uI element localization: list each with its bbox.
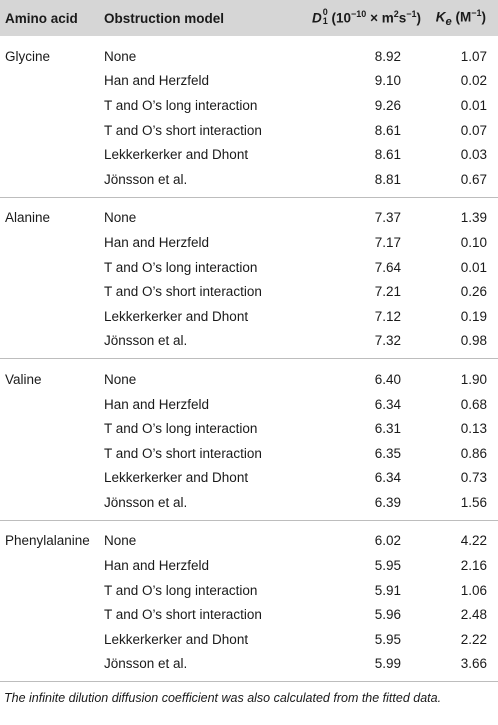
d-symbol: D — [312, 10, 322, 26]
ke-cell: 0.98 — [460, 333, 487, 349]
ke-cell: 2.16 — [460, 558, 487, 574]
diffusion-cell: 7.21 — [374, 284, 401, 300]
table-row — [0, 279, 498, 304]
amino-acid-cell — [0, 230, 102, 255]
ke-cell: 2.22 — [460, 631, 487, 647]
table-row — [0, 441, 498, 466]
ke-cell: 4.22 — [420, 520, 498, 553]
model-cell: T and O’s short interaction — [104, 284, 262, 300]
k-symbol: K — [435, 9, 446, 25]
amino-acid-cell: Phenylalanine — [0, 520, 102, 553]
model-cell: Jönsson et al. — [104, 333, 188, 349]
model-cell: Han and Herzfeld — [104, 73, 210, 89]
table-row — [0, 304, 498, 329]
header-row — [0, 0, 498, 36]
diffusion-cell: 8.92 — [374, 48, 401, 64]
diffusion-cell: 5.99 — [374, 656, 401, 672]
model-cell: Jönsson et al. — [104, 494, 188, 510]
amino-acid-cell — [0, 652, 102, 682]
model-cell: Jönsson et al. — [104, 656, 188, 672]
table-row — [0, 490, 498, 520]
model-cell: None — [102, 359, 312, 392]
amino-acid-cell — [0, 142, 102, 167]
diffusion-cell: 9.26 — [374, 97, 401, 113]
amino-acid-cell: Valine — [0, 359, 102, 392]
table-row — [0, 230, 498, 255]
table-row — [0, 167, 498, 197]
diffusion-cell: 7.12 — [374, 308, 401, 324]
ke-cell: 0.10 — [460, 234, 487, 250]
table-row — [0, 553, 498, 578]
model-cell: Han and Herzfeld — [104, 234, 210, 250]
k-units-exp: −1 — [471, 7, 482, 18]
col-header-obstruction-model: Obstruction model — [102, 0, 312, 36]
model-cell: Lekkerkerker and Dhont — [104, 631, 249, 647]
k-sub: e — [445, 16, 452, 29]
amino-acid-cell — [0, 490, 102, 520]
diffusion-cell: 6.34 — [374, 396, 401, 412]
diffusion-cell: 7.64 — [374, 259, 401, 275]
table-body — [0, 36, 498, 681]
diffusion-cell: 5.96 — [374, 607, 401, 623]
diffusion-cell: 8.81 — [374, 171, 401, 187]
ke-cell: 0.02 — [460, 73, 487, 89]
ke-cell: 0.01 — [460, 97, 487, 113]
amino-acid-cell — [0, 627, 102, 652]
diffusion-cell: 7.17 — [374, 234, 401, 250]
ke-cell: 1.90 — [420, 359, 498, 392]
amino-acid-cell — [0, 69, 102, 94]
ke-cell: 0.19 — [460, 308, 487, 324]
model-cell: T and O’s long interaction — [104, 259, 258, 275]
model-cell: T and O’s long interaction — [104, 421, 258, 437]
k-units-pre: (M — [451, 9, 472, 25]
amino-acid-cell: Alanine — [0, 197, 102, 230]
amino-acid-cell: Glycine — [5, 48, 51, 64]
col-header-amino-acid: Amino acid — [0, 0, 102, 36]
model-cell: T and O’s long interaction — [104, 97, 258, 113]
table-header — [0, 0, 498, 36]
amino-acid-cell — [0, 304, 102, 329]
ke-cell: 2.48 — [460, 607, 487, 623]
model-cell: T and O’s short interaction — [104, 607, 262, 623]
diffusion-cell: 8.61 — [374, 147, 401, 163]
diffusion-cell: 6.31 — [374, 421, 401, 437]
ke-cell: 3.66 — [460, 656, 487, 672]
diffusion-cell: 6.40 — [312, 359, 420, 392]
table-row — [0, 392, 498, 417]
table-footnote: The infinite dilution diffusion coefficient was also calculated from the fitted data. — [4, 691, 442, 706]
diffusion-cell: 7.32 — [374, 333, 401, 349]
table-row — [0, 197, 498, 230]
amino-acid-cell — [0, 279, 102, 304]
k-units-post: ) — [481, 9, 486, 25]
d-sup-sub — [323, 8, 328, 26]
ke-cell: 0.07 — [460, 122, 487, 138]
amino-acid-cell — [0, 441, 102, 466]
table-row — [0, 142, 498, 167]
diffusion-cell: 6.39 — [374, 494, 401, 510]
diffusion-cell: 8.61 — [374, 122, 401, 138]
table-row — [0, 359, 498, 392]
ke-cell: 0.86 — [460, 445, 487, 461]
col-header-diffusion-coefficient — [312, 0, 420, 36]
model-cell: Han and Herzfeld — [104, 558, 210, 574]
model-cell: None — [102, 197, 312, 230]
table-row — [0, 652, 498, 682]
model-cell: T and O’s short interaction — [104, 122, 262, 138]
amino-acid-cell — [0, 329, 102, 359]
amino-acid-cell — [0, 167, 102, 197]
table-row — [0, 93, 498, 118]
amino-acid-cell — [0, 392, 102, 417]
amino-acid-cell — [0, 466, 102, 491]
model-cell: Lekkerkerker and Dhont — [104, 147, 249, 163]
d-units-sq: 2 — [393, 8, 399, 19]
diffusion-cell: 9.10 — [374, 73, 401, 89]
ke-cell: 0.67 — [460, 171, 487, 187]
col-header-ke — [420, 0, 498, 36]
d-sup: 0 — [322, 7, 328, 18]
amino-acid-cell — [0, 93, 102, 118]
d-units-pre: (10 — [331, 10, 352, 26]
model-cell: Lekkerkerker and Dhont — [104, 308, 249, 324]
table-row — [0, 416, 498, 441]
ke-cell: 0.73 — [460, 470, 487, 486]
d-units-exp2: −1 — [406, 8, 417, 19]
diffusion-cell: 5.95 — [374, 558, 401, 574]
amino-acid-cell — [0, 416, 102, 441]
table-row — [0, 602, 498, 627]
model-cell: Han and Herzfeld — [104, 396, 210, 412]
ke-cell: 0.26 — [460, 284, 487, 300]
table-row — [0, 329, 498, 359]
table-row — [0, 627, 498, 652]
d-units-s: s — [398, 10, 407, 26]
table-row — [0, 118, 498, 143]
diffusion-cell: 6.02 — [312, 520, 420, 553]
table-row — [0, 520, 498, 553]
amino-acid-cell — [0, 118, 102, 143]
amino-acid-cell — [0, 553, 102, 578]
table-row — [0, 69, 498, 94]
table-row — [0, 36, 498, 69]
model-cell: None — [102, 520, 312, 553]
table-row — [0, 255, 498, 280]
ke-cell: 1.56 — [460, 494, 487, 510]
diffusion-cell: 7.37 — [312, 197, 420, 230]
ke-cell: 1.39 — [420, 197, 498, 230]
diffusion-cell: 6.35 — [374, 445, 401, 461]
diffusion-cell: 6.34 — [374, 470, 401, 486]
diffusion-cell: 5.91 — [374, 582, 401, 598]
amino-acid-cell — [0, 255, 102, 280]
ke-cell: 1.06 — [460, 582, 487, 598]
model-cell: T and O’s long interaction — [104, 582, 258, 598]
ke-cell: 0.03 — [460, 147, 487, 163]
model-cell: T and O’s short interaction — [104, 445, 262, 461]
ke-cell: 0.13 — [460, 421, 487, 437]
d-units-exp: −10 — [351, 8, 367, 19]
amino-acid-cell — [0, 602, 102, 627]
ke-cell: 1.07 — [460, 48, 487, 64]
ke-cell: 0.68 — [460, 396, 487, 412]
diffusion-cell: 5.95 — [374, 631, 401, 647]
d-units-post: ) — [416, 10, 422, 26]
ke-cell: 0.01 — [460, 259, 487, 275]
model-cell: None — [104, 48, 137, 64]
model-cell: Jönsson et al. — [104, 171, 188, 187]
model-cell: Lekkerkerker and Dhont — [104, 470, 249, 486]
amino-acid-cell — [0, 578, 102, 603]
d-units-mid: × m — [366, 10, 394, 26]
table-row — [0, 578, 498, 603]
d-sub: 1 — [322, 16, 328, 27]
table-row — [0, 466, 498, 491]
